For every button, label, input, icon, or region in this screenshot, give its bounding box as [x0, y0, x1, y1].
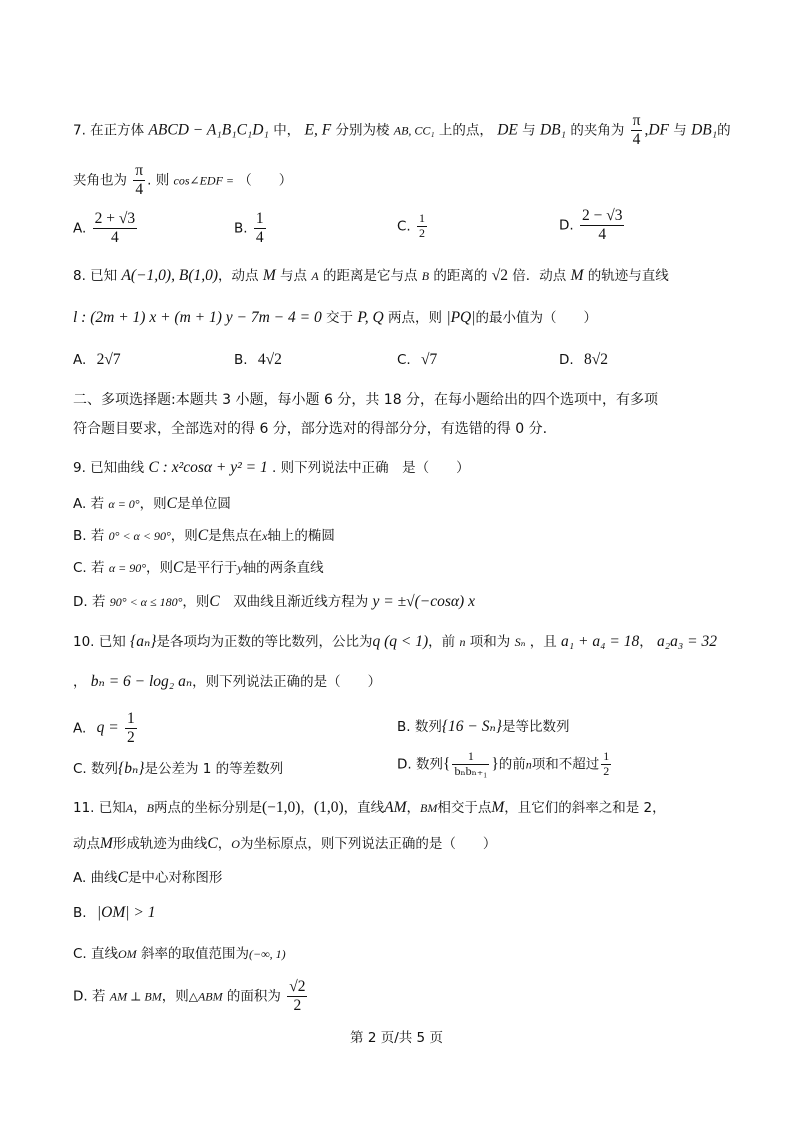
q11-line-om: OM	[118, 947, 137, 961]
q11-slope-range: (−∞, 1)	[248, 947, 286, 961]
q10-sequence: {16 − Sₙ}	[441, 718, 502, 735]
section-2-heading-line-1: 二、多项选择题:本题共 3 小题，每小题 6 分，共 18 分，在每小题给出的四个选项中，有多项	[73, 392, 659, 408]
frac-den: 2	[293, 996, 302, 1014]
q11-text: 11. 已知	[73, 800, 126, 816]
q7-option-b-fraction	[254, 210, 266, 247]
q10-text: ，且	[529, 634, 557, 650]
q8-text: 的最小值为（ ）	[475, 310, 598, 326]
q11-text: ，	[133, 800, 147, 816]
q8-option-b	[234, 350, 282, 369]
option-value: √7	[421, 351, 438, 368]
q11-line-bm: BM	[420, 801, 438, 815]
q9-condition: 90° < α ≤ 180°	[109, 595, 183, 609]
q9-option-b	[73, 526, 335, 545]
q8-line-equation: l : (2m + 1) x + (m + 1) y − 7m − 4 = 0	[73, 309, 322, 326]
q9-text: A. 若	[73, 496, 105, 512]
frac-num: 2 + √3	[94, 210, 136, 227]
q8-text: 两点，则	[388, 310, 443, 326]
q7-text: 中，	[273, 122, 301, 139]
option-text: 是公差为 1 的等差数列	[144, 761, 284, 777]
frac-den: 4	[598, 225, 607, 243]
option-label: B. 数列	[397, 719, 442, 735]
q8-text: 倍．动点	[512, 268, 567, 284]
question-8-line-2	[73, 308, 597, 327]
q9-text: ，则	[139, 496, 167, 512]
option-value: 2√7	[96, 351, 121, 368]
q7-blank: （ ）	[238, 172, 293, 189]
q7-option-c	[397, 212, 429, 241]
q7-edges: AB, CC₁	[393, 123, 435, 138]
q9-text: D. 若	[73, 594, 106, 610]
q8-text: 的轨迹与直线	[587, 268, 669, 284]
q9-text: 轴的两条直线	[242, 560, 324, 576]
q7-option-d	[559, 207, 626, 244]
q11-area-fraction	[287, 978, 307, 1015]
frac-den: 4	[110, 228, 119, 246]
q7-text: 夹角也为	[73, 172, 127, 189]
q9-text: 9. 已知曲线	[73, 460, 145, 476]
q9-text: C. 若	[73, 560, 105, 576]
q7-option-a-fraction	[93, 210, 138, 247]
frac-den: 2	[419, 225, 426, 240]
q7-option-a	[73, 210, 139, 247]
page-footer: 第 2 页/共 5 页	[350, 1030, 443, 1046]
q8-point-m: M	[262, 267, 276, 284]
q11-option-b	[73, 903, 155, 922]
q7-angle-fraction	[631, 112, 643, 149]
q9-text: 双曲线且渐近线方程为	[219, 594, 369, 610]
q9-curve-c: C	[173, 559, 184, 576]
q8-text: 8. 已知	[73, 268, 118, 284]
q10-condition: a₂a₃ = 32	[657, 633, 718, 650]
q9-curve-c: C	[166, 495, 177, 512]
q9-axis: x	[262, 529, 268, 543]
q8-abs-pq: |PQ|	[446, 309, 476, 326]
option-label: D.	[559, 352, 574, 368]
frac-num: √2	[289, 978, 306, 995]
q8-text: 交于	[326, 310, 354, 326]
q7-frac-num: π	[632, 112, 641, 129]
q8-text: 的距离的	[433, 268, 488, 284]
q9-curve-c: C	[197, 527, 209, 544]
frac-num: 1	[255, 210, 264, 227]
q11-option-b-expr: |OM| > 1	[96, 904, 156, 921]
option-label: B.	[73, 905, 87, 921]
q8-point-m: M	[570, 267, 584, 284]
q7-text: 与	[673, 122, 687, 139]
q7-text: 7. 在正方体	[73, 122, 145, 139]
q11-coord-a: (−1,0)	[261, 799, 301, 816]
q11-curve-c: C	[207, 835, 218, 852]
q11-text: 为坐标原点，则下列说法正确的是（ ）	[239, 836, 497, 852]
q11-line-am: AM	[384, 799, 407, 816]
q9-asymptote: y = ±√(−cosα) x	[372, 593, 475, 610]
q9-text: ，则	[182, 594, 210, 610]
q7-text: 的夹角为	[570, 122, 625, 139]
q11-text: ，	[300, 800, 314, 816]
q10-option-a	[73, 710, 139, 747]
q9-text: 轴上的椭圆	[267, 528, 335, 544]
question-9-stem	[73, 458, 470, 477]
q7-frac-den: 4	[135, 180, 144, 198]
q11-coord-b: (1,0)	[313, 799, 344, 816]
q10-sequence: {aₙ}	[130, 633, 157, 650]
frac-num: 1	[452, 750, 489, 765]
q9-condition: 0° < α < 90°	[108, 529, 171, 543]
q9-text: . 则下列说法中正确 是（ ）	[272, 460, 470, 476]
q7-text: ,	[644, 121, 649, 139]
option-label: D.	[559, 217, 574, 234]
frac-num: 1	[419, 211, 426, 225]
q10-ratio: q (q < 1)	[372, 633, 429, 650]
q10-sequence: {bₙ}	[118, 760, 145, 777]
q8-point-a: A	[311, 269, 319, 283]
q7-text: 的	[717, 122, 731, 139]
frac-den: 2	[603, 763, 610, 778]
frac-den: 2	[126, 728, 135, 746]
q10-bn-definition: bₙ = 6 − log₂ aₙ	[90, 673, 193, 690]
q11-text: ，	[217, 836, 232, 852]
q11-text: 动点	[73, 836, 100, 852]
q8-option-a	[73, 350, 121, 369]
q7-text: 分别为棱	[335, 122, 390, 139]
option-label: C.	[397, 218, 411, 235]
option-text: 是等比数列	[502, 719, 570, 735]
question-10-line-1	[73, 632, 717, 651]
option-text: D. 若	[73, 988, 106, 1005]
q10-n: n	[525, 757, 532, 772]
q11-option-d	[73, 978, 309, 1015]
q9-text: 是平行于	[183, 560, 238, 576]
q9-text: ，则	[170, 528, 198, 544]
option-value: 4√2	[257, 351, 282, 368]
q11-point-b: B	[146, 801, 154, 815]
question-11-line-2	[73, 834, 496, 853]
q10-text: ，前	[428, 634, 456, 650]
q7-option-b	[234, 210, 268, 247]
q8-text: ，动点	[218, 268, 259, 284]
option-text: 项和不超过	[531, 756, 600, 773]
question-7-line-1	[73, 112, 731, 149]
option-label: A.	[73, 220, 87, 237]
q10-text: ，则下列说法正确的是（ ）	[192, 674, 382, 690]
q10-text: ，	[73, 674, 87, 690]
question-10-line-2	[73, 672, 381, 691]
q9-option-a	[73, 494, 231, 513]
q9-axis: y	[237, 561, 243, 575]
q8-text: 与点	[280, 268, 308, 284]
q11-curve-c: C	[117, 869, 128, 886]
option-text: 是中心对称图形	[127, 870, 223, 886]
q7-frac-den: 4	[632, 130, 641, 148]
q9-option-d	[73, 592, 475, 611]
q10-option-d: D. 数列{ $\frac{1}{\text{bₙbₙ₊₁}}$ }的前n项和不超过 $\frac{1}{2}$	[397, 749, 610, 778]
option-label: C. 数列	[73, 761, 119, 777]
q11-triangle: △ABM	[188, 989, 223, 1004]
option-label: B.	[234, 220, 248, 237]
frac-den: 4	[255, 228, 264, 246]
q7-option-c-fraction	[417, 212, 427, 241]
q8-ratio: √2	[491, 267, 508, 284]
q10-sn: Sₙ	[514, 635, 526, 649]
option-text: ，则	[161, 988, 189, 1005]
q7-option-d-fraction	[580, 207, 625, 244]
q9-text: B. 若	[73, 528, 105, 544]
q10-text: ，	[639, 634, 653, 650]
q10-option-a-fraction	[125, 710, 137, 747]
q11-point-m: M	[100, 835, 113, 852]
q10-condition: a₁ + a₄ = 18	[561, 633, 640, 650]
q10-q: q =	[96, 719, 119, 737]
q10-option-d-term	[452, 750, 489, 779]
q9-text: 是焦点在	[208, 528, 263, 544]
q10-text: 是各项均为正数的等比数列，公比为	[156, 634, 373, 650]
q11-text: ，且它们的斜率之和是 2，	[504, 800, 666, 816]
q8-option-d	[559, 350, 608, 369]
question-11-line-1	[73, 798, 666, 817]
q8-text: 的距离是它与点	[322, 268, 418, 284]
q10-n: n	[459, 635, 466, 649]
option-text: 的面积为	[226, 988, 281, 1005]
option-text: 的前	[498, 756, 526, 773]
q11-text: 两点的坐标分别是	[153, 800, 262, 816]
q9-curve-c: C	[209, 593, 220, 610]
q10-text: 项和为	[469, 634, 511, 650]
q7-text: 与	[522, 122, 536, 139]
q11-text: ，直线	[343, 800, 385, 816]
q7-text: 上的点，	[438, 122, 493, 139]
q10-option-c	[73, 759, 283, 778]
option-text: A. 曲线	[73, 870, 118, 886]
question-7-line-2	[73, 162, 292, 199]
frac-den: bₙbₙ₊₁	[454, 763, 488, 778]
q8-points: A(−1,0), B(1,0)	[121, 267, 219, 284]
q11-text: ，	[406, 800, 420, 816]
q7-points-ef: E, F	[304, 121, 332, 139]
q7-text: . 则	[147, 172, 170, 189]
q7-de: DE	[497, 121, 518, 139]
q7-db1: DB₁	[539, 121, 567, 139]
q7-cos-expression: cos∠EDF =	[173, 173, 234, 188]
q10-option-d-bound	[601, 750, 611, 779]
q11-point-a: A	[125, 801, 134, 815]
option-value: 8√2	[583, 351, 608, 368]
q7-cube: ABCD − A₁B₁C₁D₁	[148, 121, 269, 139]
q7-db1: DB₁	[691, 121, 718, 139]
option-label: A.	[73, 720, 87, 737]
option-label: C.	[397, 352, 411, 368]
frac-num: 1	[603, 749, 610, 763]
q9-curve: C : x²cosα + y² = 1	[148, 459, 268, 476]
q9-condition: α = 90°	[108, 561, 147, 575]
option-label: B.	[234, 352, 248, 368]
q7-df: DF	[648, 121, 669, 139]
q7-angle-fraction	[133, 162, 145, 199]
frac-num: 2 − √3	[581, 207, 623, 224]
q9-text: 是单位圆	[176, 496, 231, 512]
q11-perpendicular: AM ⊥ BM	[109, 989, 162, 1004]
q11-origin: O	[231, 837, 240, 851]
q8-option-c	[397, 350, 437, 369]
section-2-heading-line-2: 符合题目要求，全部选对的得 6 分，部分选对的得部分分，有选错的得 0 分.	[73, 421, 548, 437]
q9-text: ，则	[146, 560, 174, 576]
option-text: 斜率的取值范围为	[140, 946, 249, 962]
q11-option-a	[73, 868, 222, 887]
q9-option-c	[73, 558, 324, 577]
q7-frac-num: π	[135, 162, 144, 179]
q9-condition: α = 0°	[108, 497, 140, 511]
q11-option-c	[73, 946, 286, 963]
q10-text: 10. 已知	[73, 634, 126, 650]
option-label: A.	[73, 352, 87, 368]
q8-point-b: B	[421, 269, 430, 283]
frac-num: 1	[126, 710, 135, 727]
question-8-line-1	[73, 266, 669, 285]
option-text: C. 直线	[73, 946, 119, 962]
q11-text: 形成轨迹为曲线	[112, 836, 208, 852]
q11-text: 相交于点	[437, 800, 492, 816]
q11-point-m: M	[491, 799, 505, 816]
q10-option-b	[397, 717, 570, 736]
q8-points-pq: P, Q	[357, 309, 384, 326]
option-label: D. 数列	[397, 756, 443, 773]
